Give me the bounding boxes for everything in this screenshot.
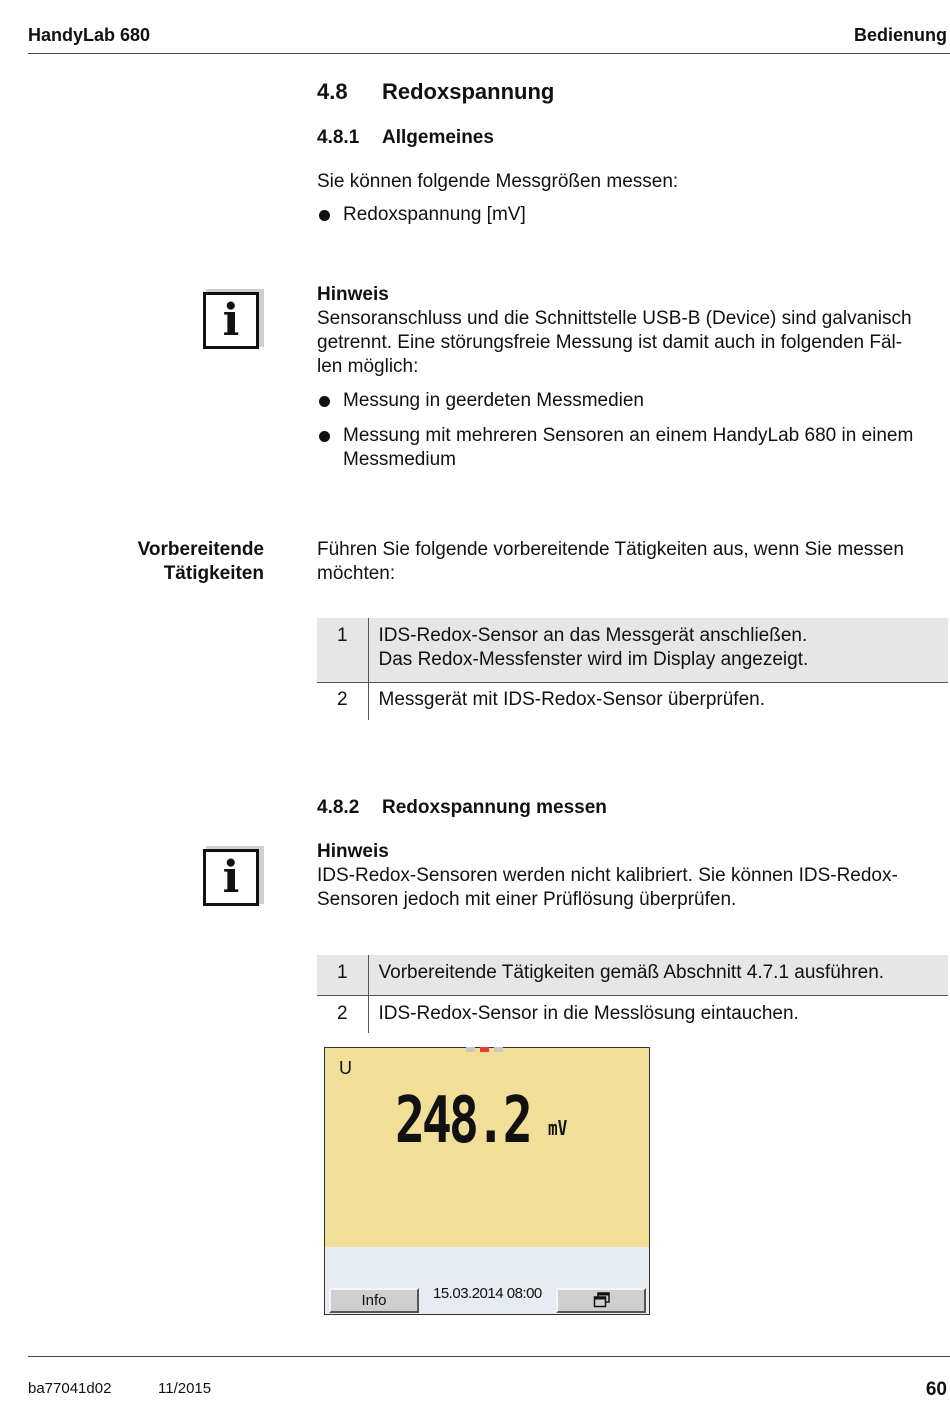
measure-steps-table <box>317 955 948 1033</box>
table-row <box>317 955 948 995</box>
header-product-name: HandyLab 680 <box>28 25 151 45</box>
subsection-number: 4.8.2 <box>317 797 360 818</box>
subsection-heading-measure <box>317 797 607 819</box>
note-block <box>317 840 947 912</box>
section-heading <box>317 79 554 105</box>
windows-icon <box>593 1292 611 1308</box>
status-indicator <box>466 1047 504 1053</box>
side-label-preparatory <box>138 538 264 586</box>
step-text-line: Das Redox-Messfenster wird im Display angezeigt. <box>378 649 809 670</box>
note-bullet-line: Messung mit mehreren Sensoren an einem HandyLab 680 in einem <box>343 425 914 446</box>
subsection-title: Allgemeines <box>382 127 494 148</box>
note-heading: Hinweis <box>317 284 389 305</box>
prep-steps-table <box>317 618 948 720</box>
status-indicator-dot <box>494 1047 503 1052</box>
step-text: Vorbereitende Tätigkeiten gemäß Abschnitt 4.7.1 ausführen. <box>368 955 948 995</box>
subsection-heading-general <box>317 127 494 149</box>
table-row <box>317 995 948 1033</box>
note-text-line: Sensoren jedoch mit einer Prüflösung überprüfen. <box>317 889 737 910</box>
table-row <box>317 618 948 682</box>
bullet-item: Redoxspannung [mV] <box>317 203 947 227</box>
note-text-line: getrennt. Eine störungsfreie Messung ist damit auch in folgenden Fäl- <box>317 332 903 353</box>
note-text-line: len möglich: <box>317 356 419 377</box>
prep-text-line: Führen Sie folgende vorbereitende Tätigkeiten aus, wenn Sie messen <box>317 539 904 560</box>
side-label-line: Tätigkeiten <box>163 563 264 584</box>
footer-date: 11/2015 <box>158 1380 212 1397</box>
measured-parameter: U <box>339 1058 352 1078</box>
step-text-line: Messgerät mit IDS-Redox-Sensor überprüfen. <box>378 688 765 710</box>
intro-text: Sie können folgende Messgrößen messen: <box>317 171 679 192</box>
footer-document-id: ba77041d02 <box>28 1380 112 1397</box>
page-number: 60 <box>925 1379 947 1400</box>
header-divider <box>28 53 950 54</box>
prep-text <box>317 538 947 586</box>
info-softkey[interactable]: Info <box>329 1288 419 1313</box>
section-number: 4.8 <box>317 79 348 104</box>
subsection-number: 4.8.1 <box>317 127 360 148</box>
step-text-line: IDS-Redox-Sensor an das Messgerät anschließen. <box>378 625 808 646</box>
measured-unit: mV <box>548 1116 568 1140</box>
note-text-line: IDS-Redox-Sensoren werden nicht kalibriert. Sie können IDS-Redox- <box>317 865 898 886</box>
step-text <box>368 618 948 682</box>
display-softkey-bar <box>325 1247 649 1314</box>
status-indicator-dot <box>480 1047 489 1052</box>
display-datetime: 15.03.2014 08:00 <box>433 1285 542 1302</box>
info-icon: i <box>203 289 265 351</box>
footer-divider <box>28 1356 950 1357</box>
measured-value: 248.2 <box>395 1084 530 1158</box>
section-title: Redoxspannung <box>382 79 555 104</box>
status-indicator-dot <box>466 1047 475 1052</box>
note-bullet-item <box>317 424 947 472</box>
header-chapter-name: Bedienung <box>854 25 947 45</box>
info-icon: i <box>203 846 265 908</box>
note-block <box>317 283 947 379</box>
subsection-title: Redoxspannung messen <box>382 797 607 818</box>
step-number: 2 <box>317 995 368 1033</box>
note-bullet-item: Messung in geerdeten Messmedien <box>317 389 947 413</box>
note-bullet-line: Messmedium <box>343 449 456 470</box>
step-number: 1 <box>317 955 368 995</box>
note-text-line: Sensoranschluss und die Schnittstelle USB-B (Device) sind galvanisch <box>317 308 912 329</box>
step-text <box>368 682 948 720</box>
step-number: 2 <box>317 682 368 720</box>
table-row <box>317 682 948 720</box>
prep-text-line: möchten: <box>317 563 396 584</box>
step-number: 1 <box>317 618 368 682</box>
windows-softkey[interactable] <box>556 1288 646 1313</box>
side-label-line: Vorbereitende <box>137 539 264 560</box>
device-display-screenshot <box>324 1047 650 1315</box>
step-text: IDS-Redox-Sensor in die Messlösung eintauchen. <box>378 1002 799 1024</box>
note-heading: Hinweis <box>317 841 389 862</box>
